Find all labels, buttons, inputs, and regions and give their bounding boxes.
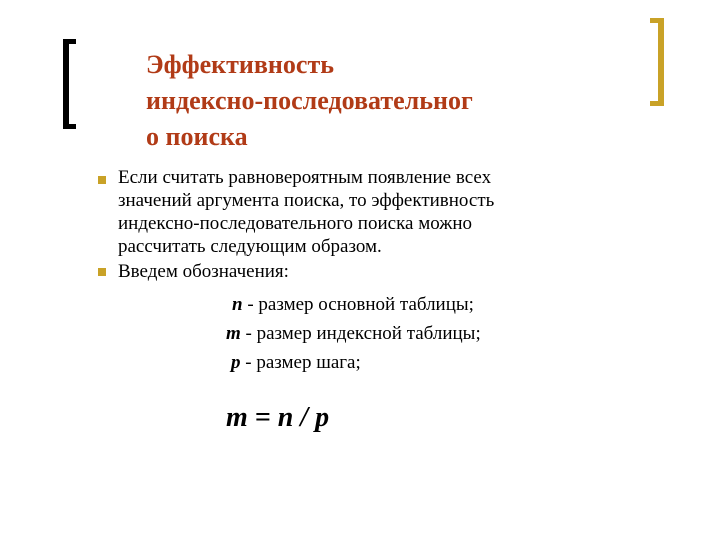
definition-symbol: m <box>226 323 241 344</box>
left-bracket-decoration <box>63 39 76 129</box>
definition-symbol: p <box>231 352 241 373</box>
title-line: о поиска <box>146 122 248 151</box>
paragraph-line: рассчитать следующим образом. <box>118 236 382 257</box>
definition-text: - размер основной таблицы; <box>242 294 474 315</box>
definition-p <box>231 351 361 374</box>
formula: m = n / p <box>226 402 330 433</box>
definition-symbol: n <box>232 294 243 315</box>
paragraph-line: индексно-последовательного поиска можно <box>118 213 473 234</box>
square-bullet-icon <box>98 268 106 276</box>
definition-text: - размер шага; <box>240 352 361 373</box>
right-bracket-decoration <box>650 18 664 106</box>
definition-n <box>232 293 474 316</box>
paragraph-line: Введем обозначения: <box>118 261 289 282</box>
title-line: индексно-последовательног <box>146 86 473 115</box>
bullet-paragraph <box>118 166 638 258</box>
square-bullet-icon <box>98 176 106 184</box>
slide-title <box>146 47 606 155</box>
definition-text: - размер индексной таблицы; <box>240 323 481 344</box>
paragraph-line: Если считать равновероятным появление всех <box>118 167 492 188</box>
title-line: Эффективность <box>146 50 334 79</box>
bullet-paragraph <box>118 260 638 283</box>
definition-m <box>226 322 481 345</box>
paragraph-line: значений аргумента поиска, то эффективность <box>118 190 495 211</box>
